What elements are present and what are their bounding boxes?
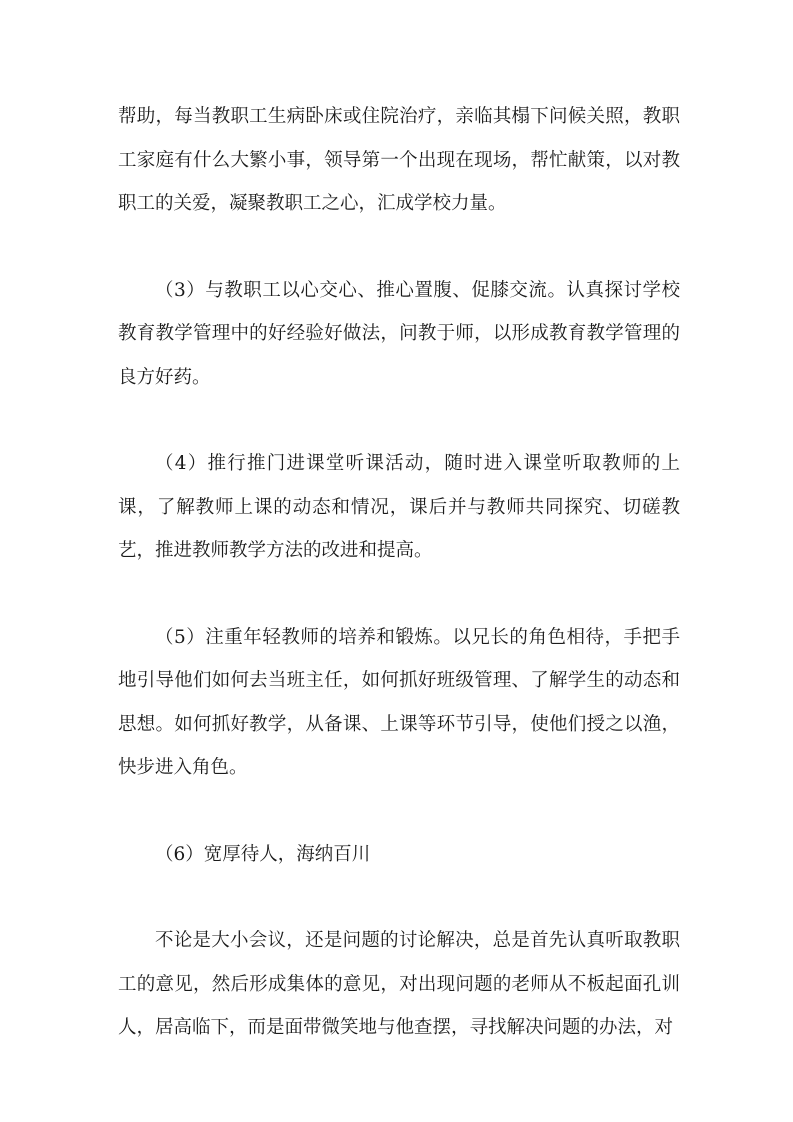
document-body [118,95,680,1050]
paragraph-item-6: （6）宽厚待人，海纳百川 [155,843,371,865]
paragraph-item-5: （5）注重年轻教师的培养和锻炼。以兄长的角色相待，手把手地引导他们如何去当班主任，如何抓好班级管理、了解学生的动态和思想。如何抓好教学，从备课、上课等环节引导，使他们授之以渔，快步进入角色。 [118,626,680,778]
paragraph-meetings: 不论是大小会议，还是问题的讨论解决，总是首先认真听取教职工的意见，然后形成集体的意见，对出现问题的老师从不板起面孔训人，居高临下，而是面带微笑地与他查摆，寻找解决问题的办法，对 [118,930,680,1038]
paragraph-item-3: （3）与教职工以心交心、推心置腹、促膝交流。认真探讨学校教育教学管理中的好经验好做法，问教于师，以形成教育教学管理的良方好药。 [118,279,680,388]
paragraph-care-for-staff: 帮助，每当教职工生病卧床或住院治疗，亲临其榻下问候关照，教职工家庭有什么大繁小事，领导第一个出现在现场，帮忙献策，以对教职工的关爱，凝聚教职工之心，汇成学校力量。 [118,106,680,214]
paragraph-item-4: （4）推行推门进课堂听课活动，随时进入课堂听取教师的上课，了解教师上课的动态和情况，课后并与教师共同探究、切磋教艺，推进教师教学方法的改进和提高。 [118,453,680,561]
